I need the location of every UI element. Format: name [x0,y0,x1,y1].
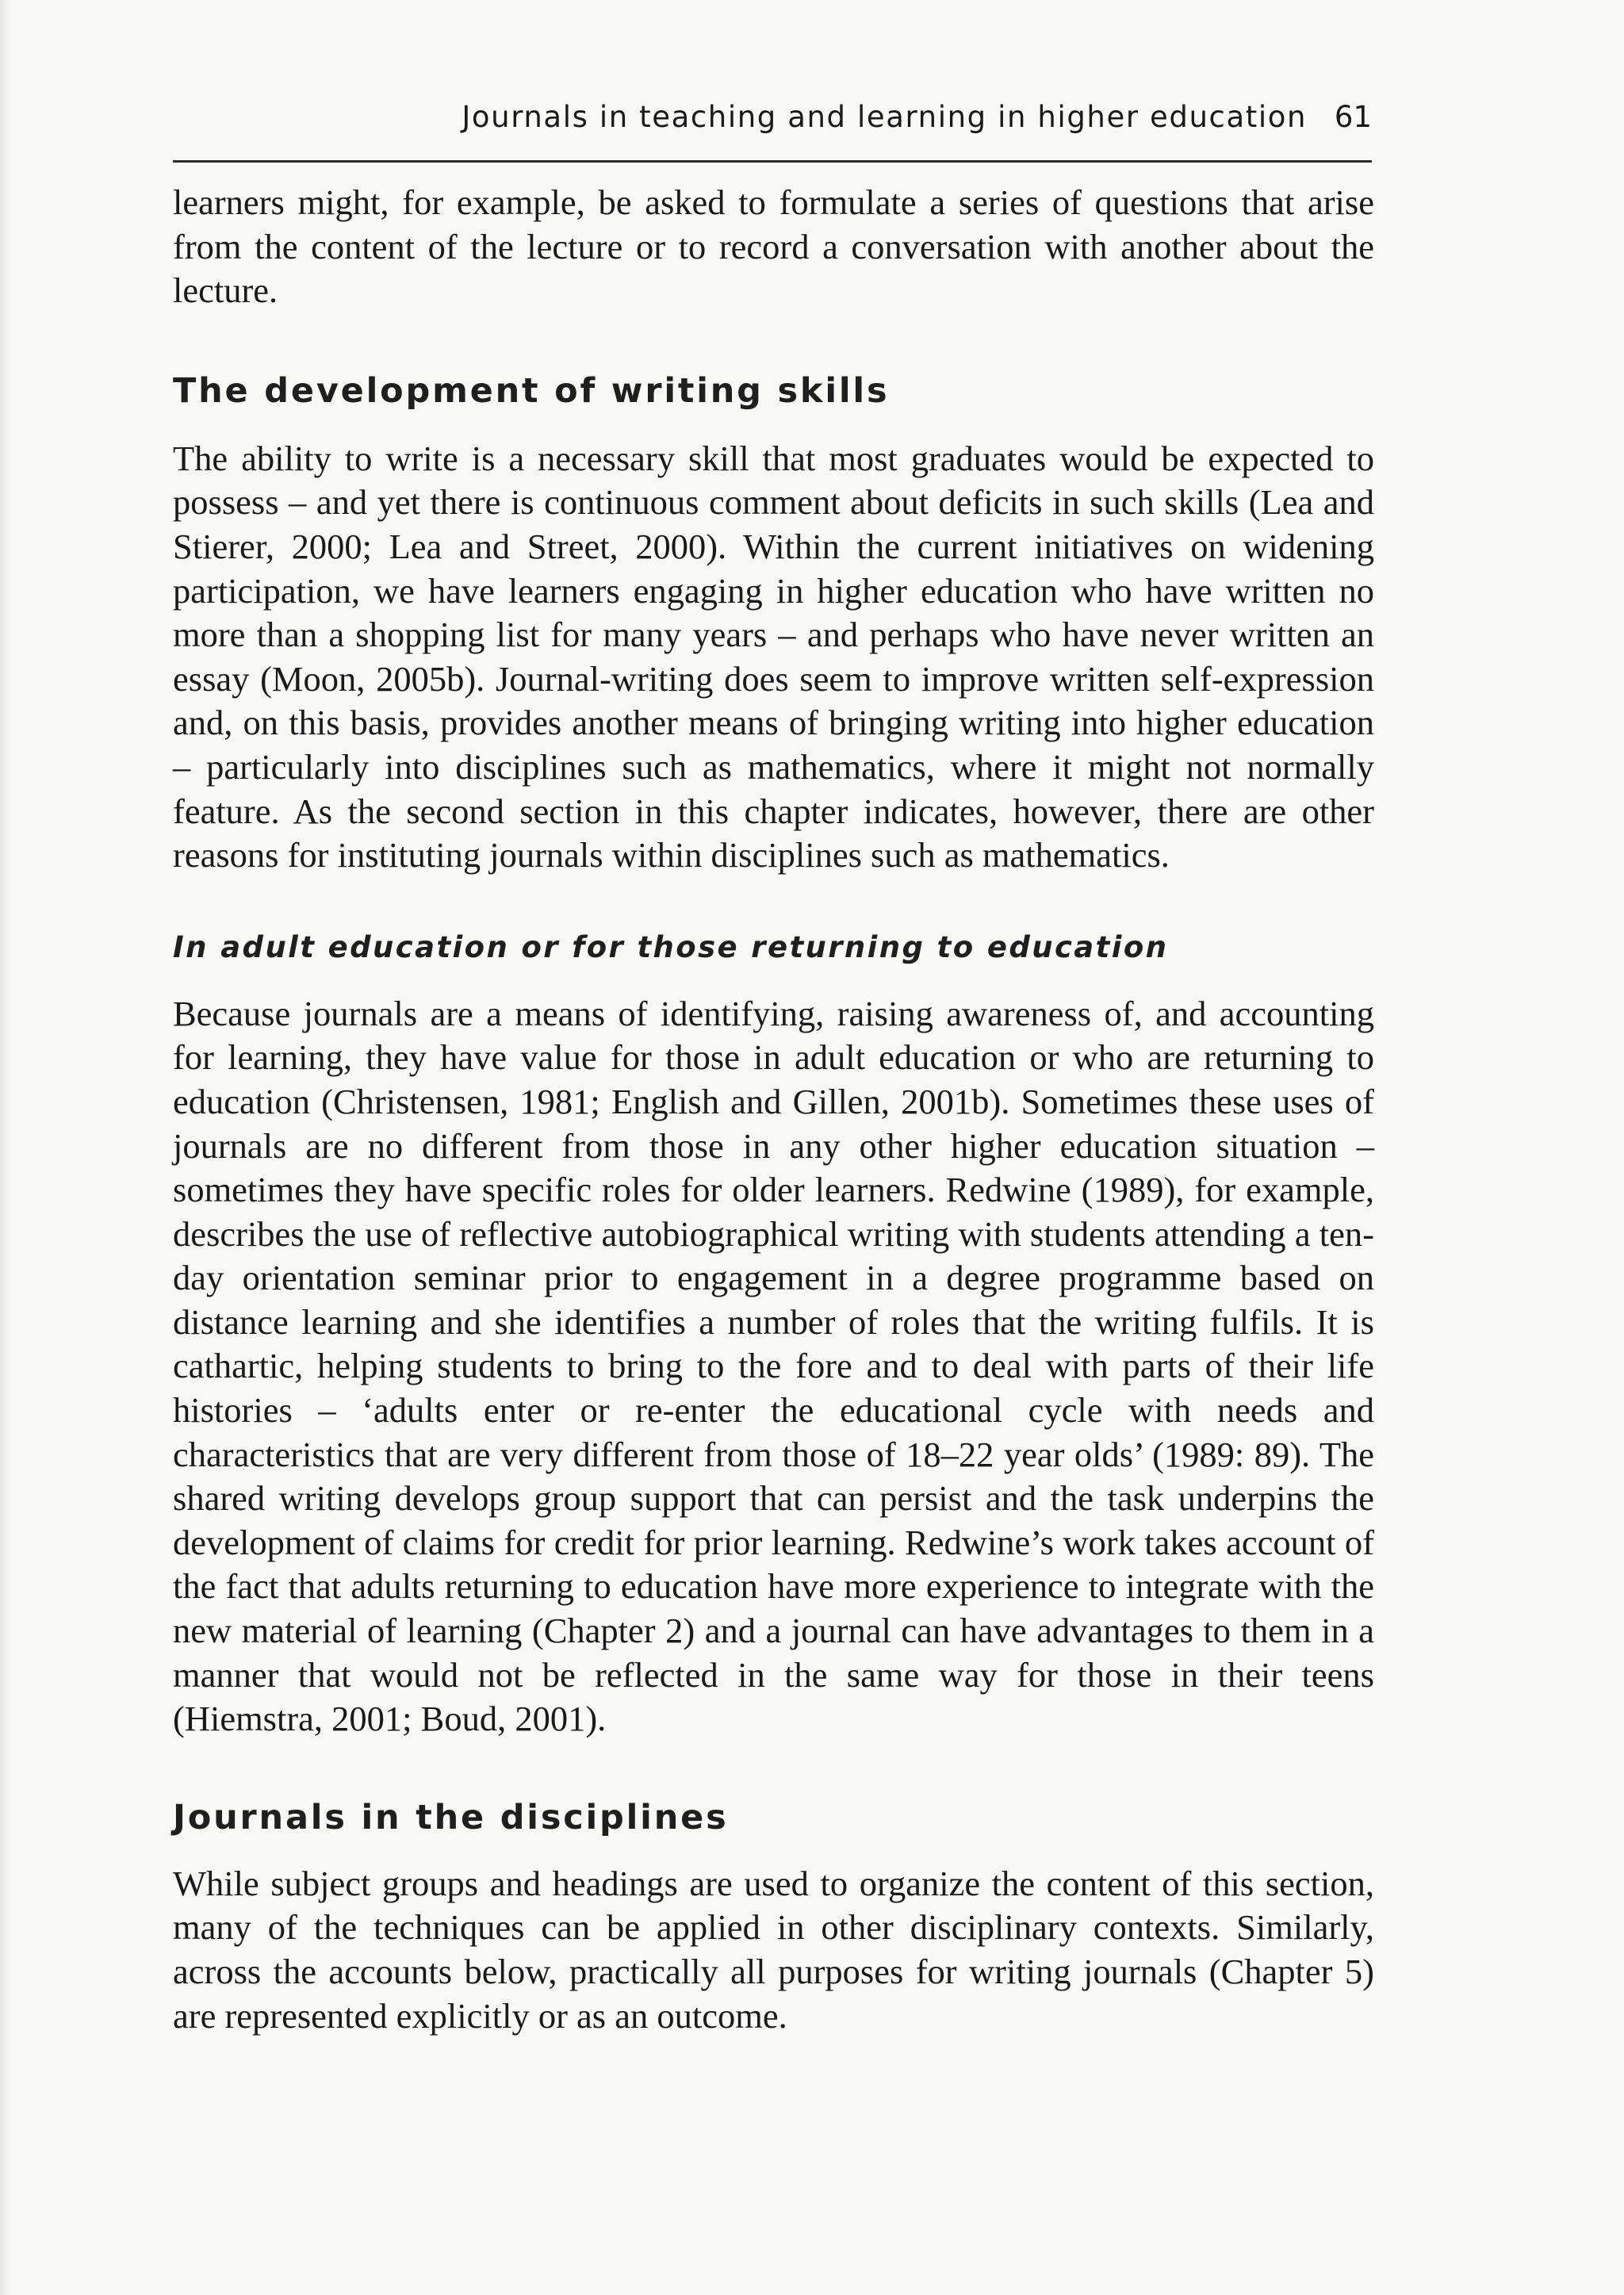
page-number: 61 [1334,100,1372,134]
page-body [173,181,1374,2038]
running-head: Journals in teaching and learning in higher education [462,100,1307,134]
subsection-heading-adult-education: In adult education or for those returning to education [173,929,1169,964]
section-heading-disciplines: Journals in the disciplines [173,1797,729,1837]
section-heading-writing-skills: The development of writing skills [173,370,890,411]
writing-skills-paragraph: The ability to write is a necessary skill that most graduates would be expected to possess – and yet there is continuous comment about deficits in such skills (Lea and Stierer, 2000; Lea and Street, 2000). Within the current initiatives on widening participation, we have learners engaging in higher education who have written no more than a shopping list for many years – and perhaps who have never written an essay (Moon, 2005b). Journal-writing does seem to improve written self-expression and, on this basis, provides another means of bringing writing into higher education – particularly into disciplines such as mathematics, where it might not normally feature. As the second section in this chapter indicates, however, there are other reasons for instituting journals within disciplines such as mathematics. [173,438,1374,875]
binding-shadow [0,0,11,2295]
adult-education-paragraph: Because journals are a means of identifying, raising awareness of, and accounting for learning, they have value for those in adult education or who are returning to education (Christensen, 1981; English and Gillen, 2001b). Sometimes these uses of journals are no different from those in any other higher education situation – sometimes they have specific roles for older learners. Redwine (1989), for example, describes the use of reflective autobiographical writing with students attending a ten-day orientation seminar prior to engagement in a degree programme based on distance learning and she identifies a number of roles that the writing fulfils. It is cathartic, helping students to bring to the fore and to deal with parts of their life histories – ‘adults enter or re-enter the educational cycle with needs and characteristics that are very different from those of 18–22 year olds’ (1989: 89). The shared writing develops group support that can persist and the task underpins the development of claims for credit for prior learning. Redwine’s work takes account of the fact that adults returning to education have more experience to integrate with the new material of learning (Chapter 2) and a journal can have advantages to them in a manner that would not be reflected in the same way for those in their teens (Hiemstra, 2001; Boud, 2001). [173,993,1374,1739]
intro-paragraph: learners might, for example, be asked to formulate a series of questions that arise from the content of the lecture or to record a conversation with another about the lecture. [173,182,1374,311]
page-header [173,97,1372,163]
disciplines-paragraph: While subject groups and headings are used to organize the content of this section, many of the techniques can be applied in other disciplinary contexts. Similarly, across the accounts below, practically all purposes for writing journals (Chapter 5) are represented explicitly or as an outcome. [173,1863,1374,2036]
